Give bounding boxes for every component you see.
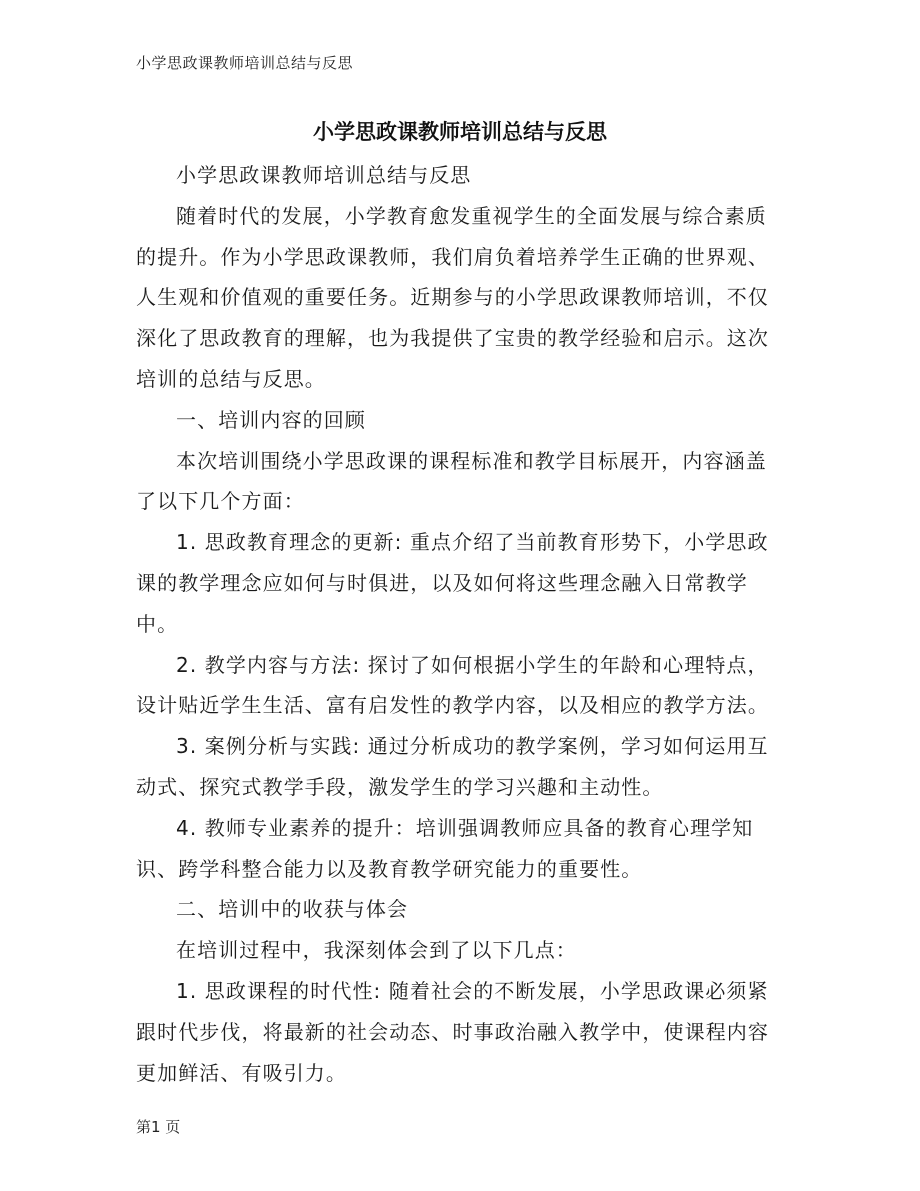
running-header: 小学思政课教师培训总结与反思 xyxy=(136,54,354,72)
list-item: 4. 教师专业素养的提升：培训强调教师应具备的教育心理学知识、跨学科整合能力以及教育教学研究能力的重要性。 xyxy=(136,815,754,881)
section-heading-2: 二、培训中的收获与体会 xyxy=(176,897,409,922)
list-item: 1. 思政教育理念的更新: 重点介绍了当前教育形势下，小学思政课的教学理念应如何与时俱进，以及如何将这些理念融入日常教学中。 xyxy=(136,530,769,636)
paragraph-subtitle: 小学思政课教师培训总结与反思 xyxy=(176,163,472,187)
list-item: 1. 思政课程的时代性: 随着社会的不断发展，小学思政课必须紧跟时代步伐，将最新的社会动态、时事政治融入教学中，使课程内容更加鲜活、有吸引力。 xyxy=(136,978,769,1085)
list-item: 3. 案例分析与实践: 通过分析成功的教学案例，学习如何运用互动式、探究式教学手段，激发学生的学习兴趣和主动性。 xyxy=(136,734,769,799)
page-number: 第1 页 xyxy=(136,1118,181,1136)
document-title: 小学思政课教师培训总结与反思 xyxy=(313,120,607,144)
paragraph: 本次培训围绕小学思政课的课程标准和教学目标展开，内容涵盖了以下几个方面： xyxy=(136,448,767,514)
section-heading-1: 一、培训内容的回顾 xyxy=(176,407,366,432)
paragraph: 在培训过程中，我深刻体会到了以下几点： xyxy=(176,938,577,963)
list-item: 2. 教学内容与方法: 探讨了如何根据小学生的年龄和心理特点，设计贴近学生生活、富有启发性的教学内容，以及相应的教学方法。 xyxy=(136,652,769,718)
paragraph-intro: 随着时代的发展，小学教育愈发重视学生的全面发展与综合素质的提升。作为小学思政课教师，我们肩负着培养学生正确的世界观、人生观和价值观的重要任务。近期参与的小学思政课教师培训，不仅深化了思政教育的理解，也为我提供了宝贵的教学经验和启示。这次培训的总结与反思。 xyxy=(136,203,769,391)
document-body xyxy=(136,155,786,1093)
